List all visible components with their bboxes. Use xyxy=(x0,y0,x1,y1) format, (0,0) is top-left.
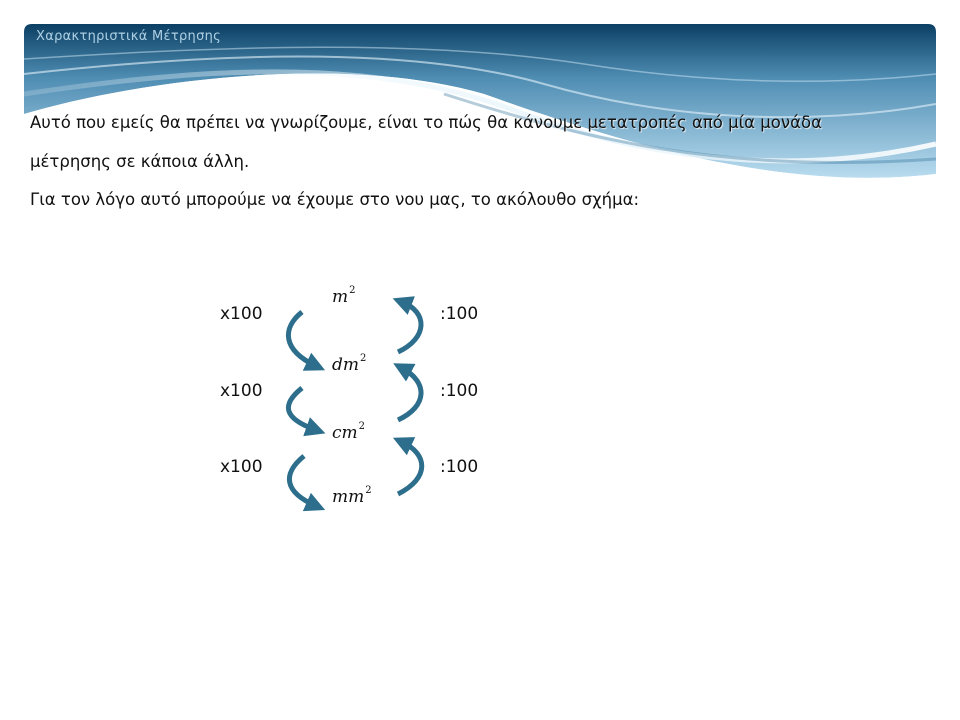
divide-label: :100 xyxy=(440,457,479,477)
header-title: Χαρακτηριστικά Μέτρησης xyxy=(36,29,222,44)
multiply-label: x100 xyxy=(220,381,263,401)
intro-line-2: μέτρησης σε κάποια άλλη. xyxy=(30,152,250,171)
unit-square-decimeter: $dm^2$ xyxy=(332,353,367,375)
multiply-label: x100 xyxy=(220,304,263,324)
curved-arrow-down xyxy=(288,388,316,430)
curved-arrow-up xyxy=(398,302,421,352)
multiply-label: x100 xyxy=(220,457,263,477)
curved-arrow-down xyxy=(288,312,316,366)
intro-line-1-highlight: πώς θα κάνουμε μετατροπές από μία μονάδα xyxy=(448,113,822,132)
divide-label: :100 xyxy=(440,304,479,324)
unit-square-millimeter: $mm^2$ xyxy=(332,485,372,507)
divide-label: :100 xyxy=(440,381,479,401)
unit-square-centimeter: $cm^2$ xyxy=(332,421,366,443)
intro-line-1 xyxy=(30,113,822,132)
unit-square-meter: $m^2$ xyxy=(332,285,356,307)
curved-arrow-up xyxy=(398,368,421,420)
intro-line-3: Για τον λόγο αυτό μπορούμε να έχουμε στο νου μας, το ακόλουθο σχήμα: xyxy=(30,190,640,209)
curved-arrow-down xyxy=(289,456,316,506)
curved-arrow-up xyxy=(398,442,422,494)
intro-line-1-normal: Αυτό που εμείς θα πρέπει να γνωρίζουμε, είναι το xyxy=(30,113,449,132)
